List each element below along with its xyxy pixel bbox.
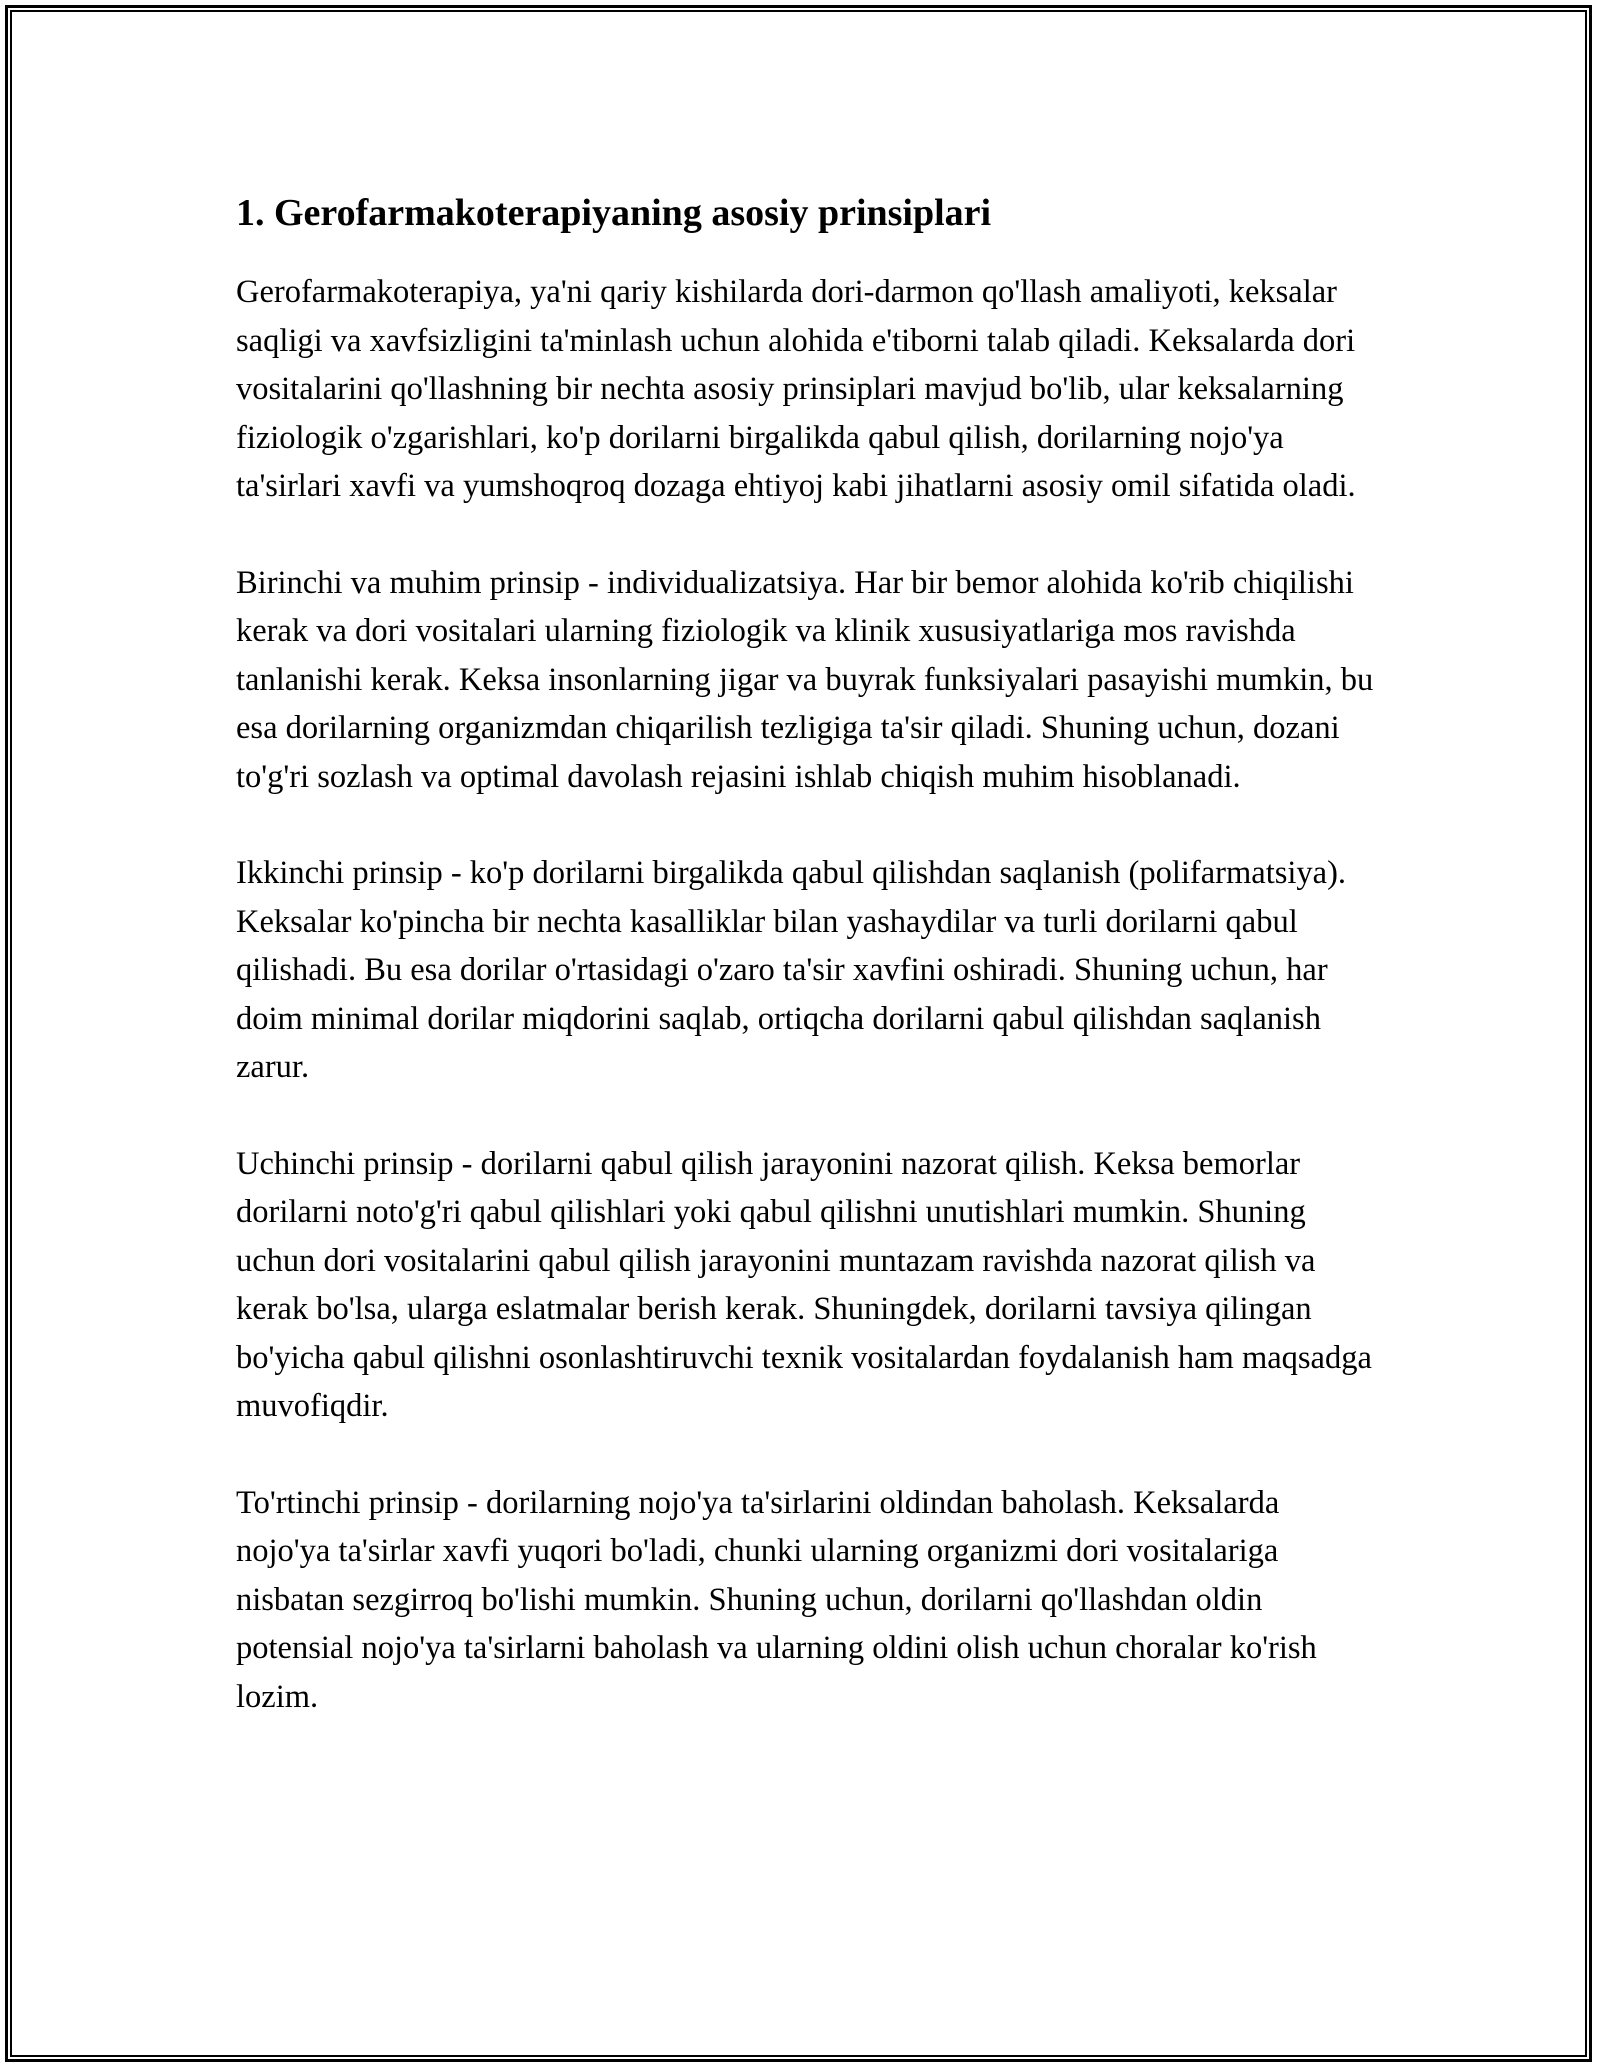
paragraph-intro: Gerofarmakoterapiya, ya'ni qariy kishilarda dori-darmon qo'llash amaliyoti, keksalar saqligi va xavfsizligini ta'minlash uchun alohida e'tiborni talab qiladi. Keksalarda dori vositalarini qo'llashning bir nechta asosiy prinsiplari mavjud bo'lib, ular keksalarning fiziologik o'zgarishlari, ko'p dorilarni birgalikda qabul qilish, dorilarning nojo'ya ta'sirlari xavfi va yumshoqroq dozaga ehtiyoj kabi jihatlarni asosiy omil sifatida oladi. <box>236 274 1356 504</box>
paragraph-principle-1: Birinchi va muhim prinsip - individualizatsiya. Har bir bemor alohida ko'rib chiqilishi kerak va dori vositalari ularning fiziologik va klinik xususiyatlariga mos ravishda tanlanishi kerak. Keksa insonlarning jigar va buyrak funksiyalari pasayishi mumkin, bu esa dorilarning organizmdan chiqarilish tezligiga ta'sir qiladi. Shuning uchun, dozani to'g'ri sozlash va optimal davolash rejasini ishlab chiqish muhim hisoblanadi. <box>236 564 1374 795</box>
paragraph-principle-3: Uchinchi prinsip - dorilarni qabul qilish jarayonini nazorat qilish. Keksa bemorlar dorilarni noto'g'ri qabul qilishlari yoki qabul qilishni unutishlari mumkin. Shuning uchun dori vositalarini qabul qilish jarayonini muntazam ravishda nazorat qilish va kerak bo'lsa, ularga eslatmalar berish kerak. Shuningdek, dorilarni tavsiya qilingan bo'yicha qabul qilishni osonlashtiruvchi texnik vositalardan foydalanish ham maqsadga muvofiqdir. <box>236 1145 1372 1424</box>
paragraph-principle-4: To'rtinchi prinsip - dorilarning nojo'ya ta'sirlarini oldindan baholash. Keksalarda nojo'ya ta'sirlar xavfi yuqori bo'ladi, chunki ularning organizmi dori vositalariga nisbatan sezgirroq bo'lishi mumkin. Shuning uchun, dorilarni qo'llashdan oldin potensial nojo'ya ta'sirlarni baholash va ularning oldini olish uchun choralar ko'rish lozim. <box>236 1484 1317 1715</box>
section-heading: 1. Gerofarmakoterapiyaning asosiy prinsiplari <box>236 192 992 234</box>
document-body <box>236 184 1376 1769</box>
paragraph-principle-2: Ikkinchi prinsip - ko'p dorilarni birgalikda qabul qilishdan saqlanish (polifarmatsiya). Keksalar ko'pincha bir nechta kasalliklar bilan yashaydilar va turli dorilarni qabul qilishadi. Bu esa dorilar o'rtasidagi o'zaro ta'sir xavfini oshiradi. Shuning uchun, har doim minimal dorilar miqdorini saqlab, ortiqcha dorilarni qabul qilishdan saqlanish zarur. <box>236 855 1347 1085</box>
